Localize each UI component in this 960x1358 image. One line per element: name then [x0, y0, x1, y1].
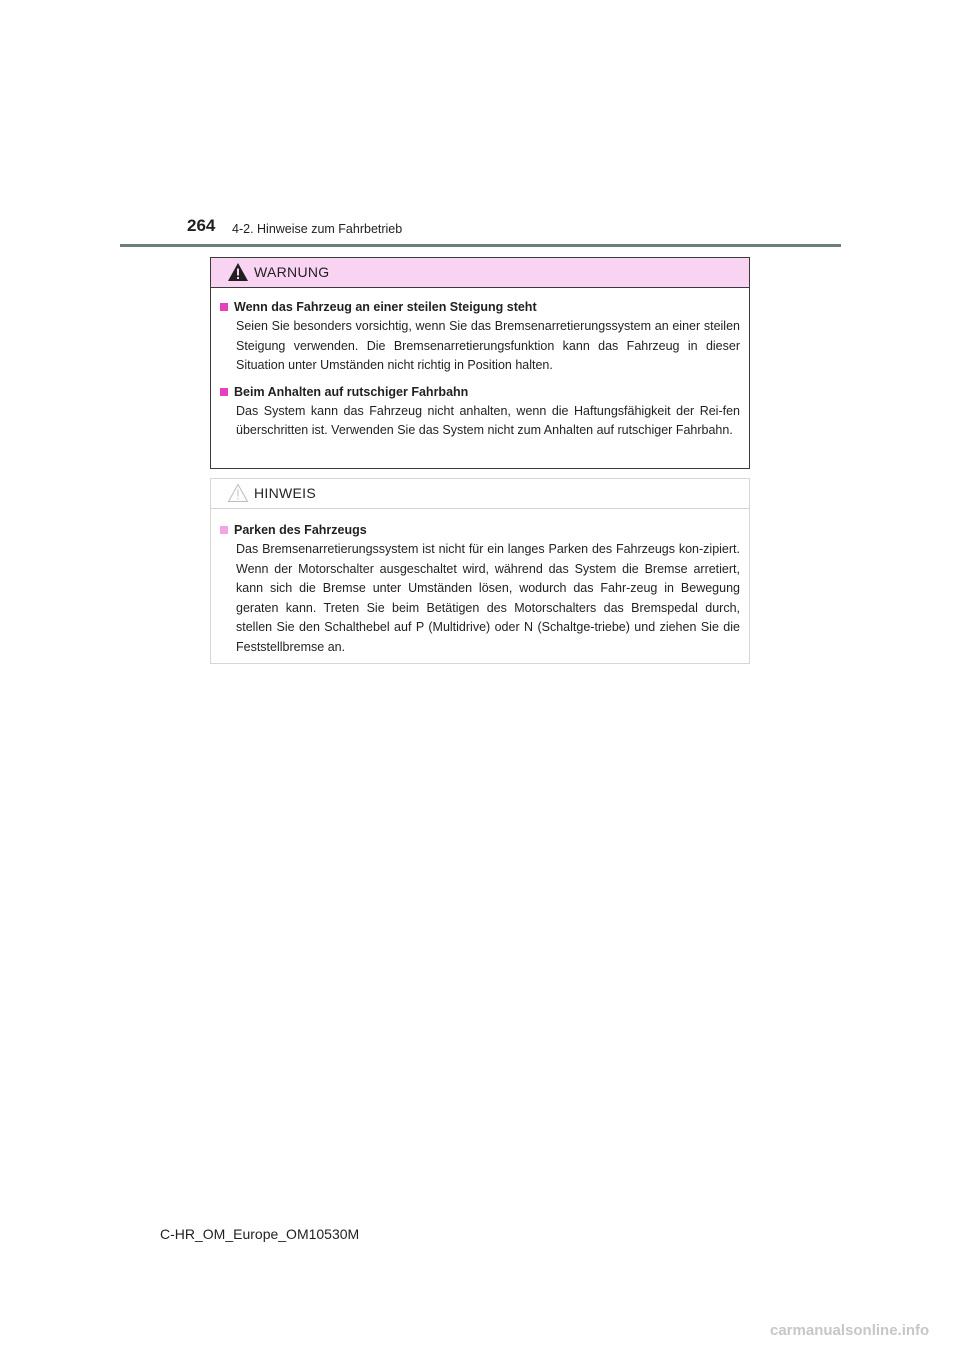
notice-triangle-icon [227, 483, 249, 503]
notice-title: HINWEIS [254, 485, 316, 501]
square-bullet-icon [220, 303, 228, 311]
section-title: 4-2. Hinweise zum Fahrbetrieb [232, 222, 403, 236]
warning-item-text: Seien Sie besonders vorsichtig, wenn Sie das Bremsenarretierungssystem an einer steilen Steigung verwenden. Die Bremsenarretierungsfunktion kann das Fahrzeug in dieser Situation unter Umständen nicht richtig in Position halten. [236, 319, 740, 372]
notice-item-heading [220, 521, 740, 539]
warning-box [210, 257, 750, 469]
warning-title: WARNUNG [254, 264, 330, 280]
notice-item-heading-text: Parken des Fahrzeugs [234, 523, 367, 537]
warning-item-text: Das System kann das Fahrzeug nicht anhalten, wenn die Haftungsfähigkeit der Rei-fen überschritten ist. Verwenden Sie das System nicht zum Anhalten auf rutschiger Fahrbahn. [236, 403, 740, 437]
warning-item-heading [220, 298, 740, 316]
warning-triangle-icon [227, 262, 249, 282]
page-number: 264 [187, 216, 216, 235]
notice-item-text: Das Bremsenarretierungssystem ist nicht für ein langes Parken des Fahrzeugs kon-zipiert. Wenn der Motorschalter ausgeschaltet wird, während das System die Bremse arretiert, kann sich die Bremse unter Umständen lösen, wodurch das Fahr-zeug in Bewegung geraten kann. Treten Sie beim Betätigen des Motorschalters das Bremspedal durch, stellen Sie den Schalthebel auf P (Multidrive) oder N (Schaltge-triebe) und ziehen Sie die Feststellbremse an. [236, 542, 740, 654]
header-rule [120, 244, 841, 247]
warning-item-heading-text: Wenn das Fahrzeug an einer steilen Steigung steht [234, 300, 537, 314]
footer-doc-id: C-HR_OM_Europe_OM10530M [160, 1226, 360, 1242]
square-bullet-icon [220, 388, 228, 396]
square-bullet-icon [220, 526, 228, 534]
warning-item-heading-text: Beim Anhalten auf rutschiger Fahrbahn [234, 384, 469, 399]
notice-box [210, 478, 750, 664]
warning-body [211, 288, 749, 441]
warning-header [211, 258, 749, 288]
watermark-link[interactable]: carmanualsonline.info [770, 1322, 930, 1339]
notice-header [211, 479, 749, 509]
warning-item-heading [220, 383, 740, 401]
notice-body [211, 509, 749, 657]
